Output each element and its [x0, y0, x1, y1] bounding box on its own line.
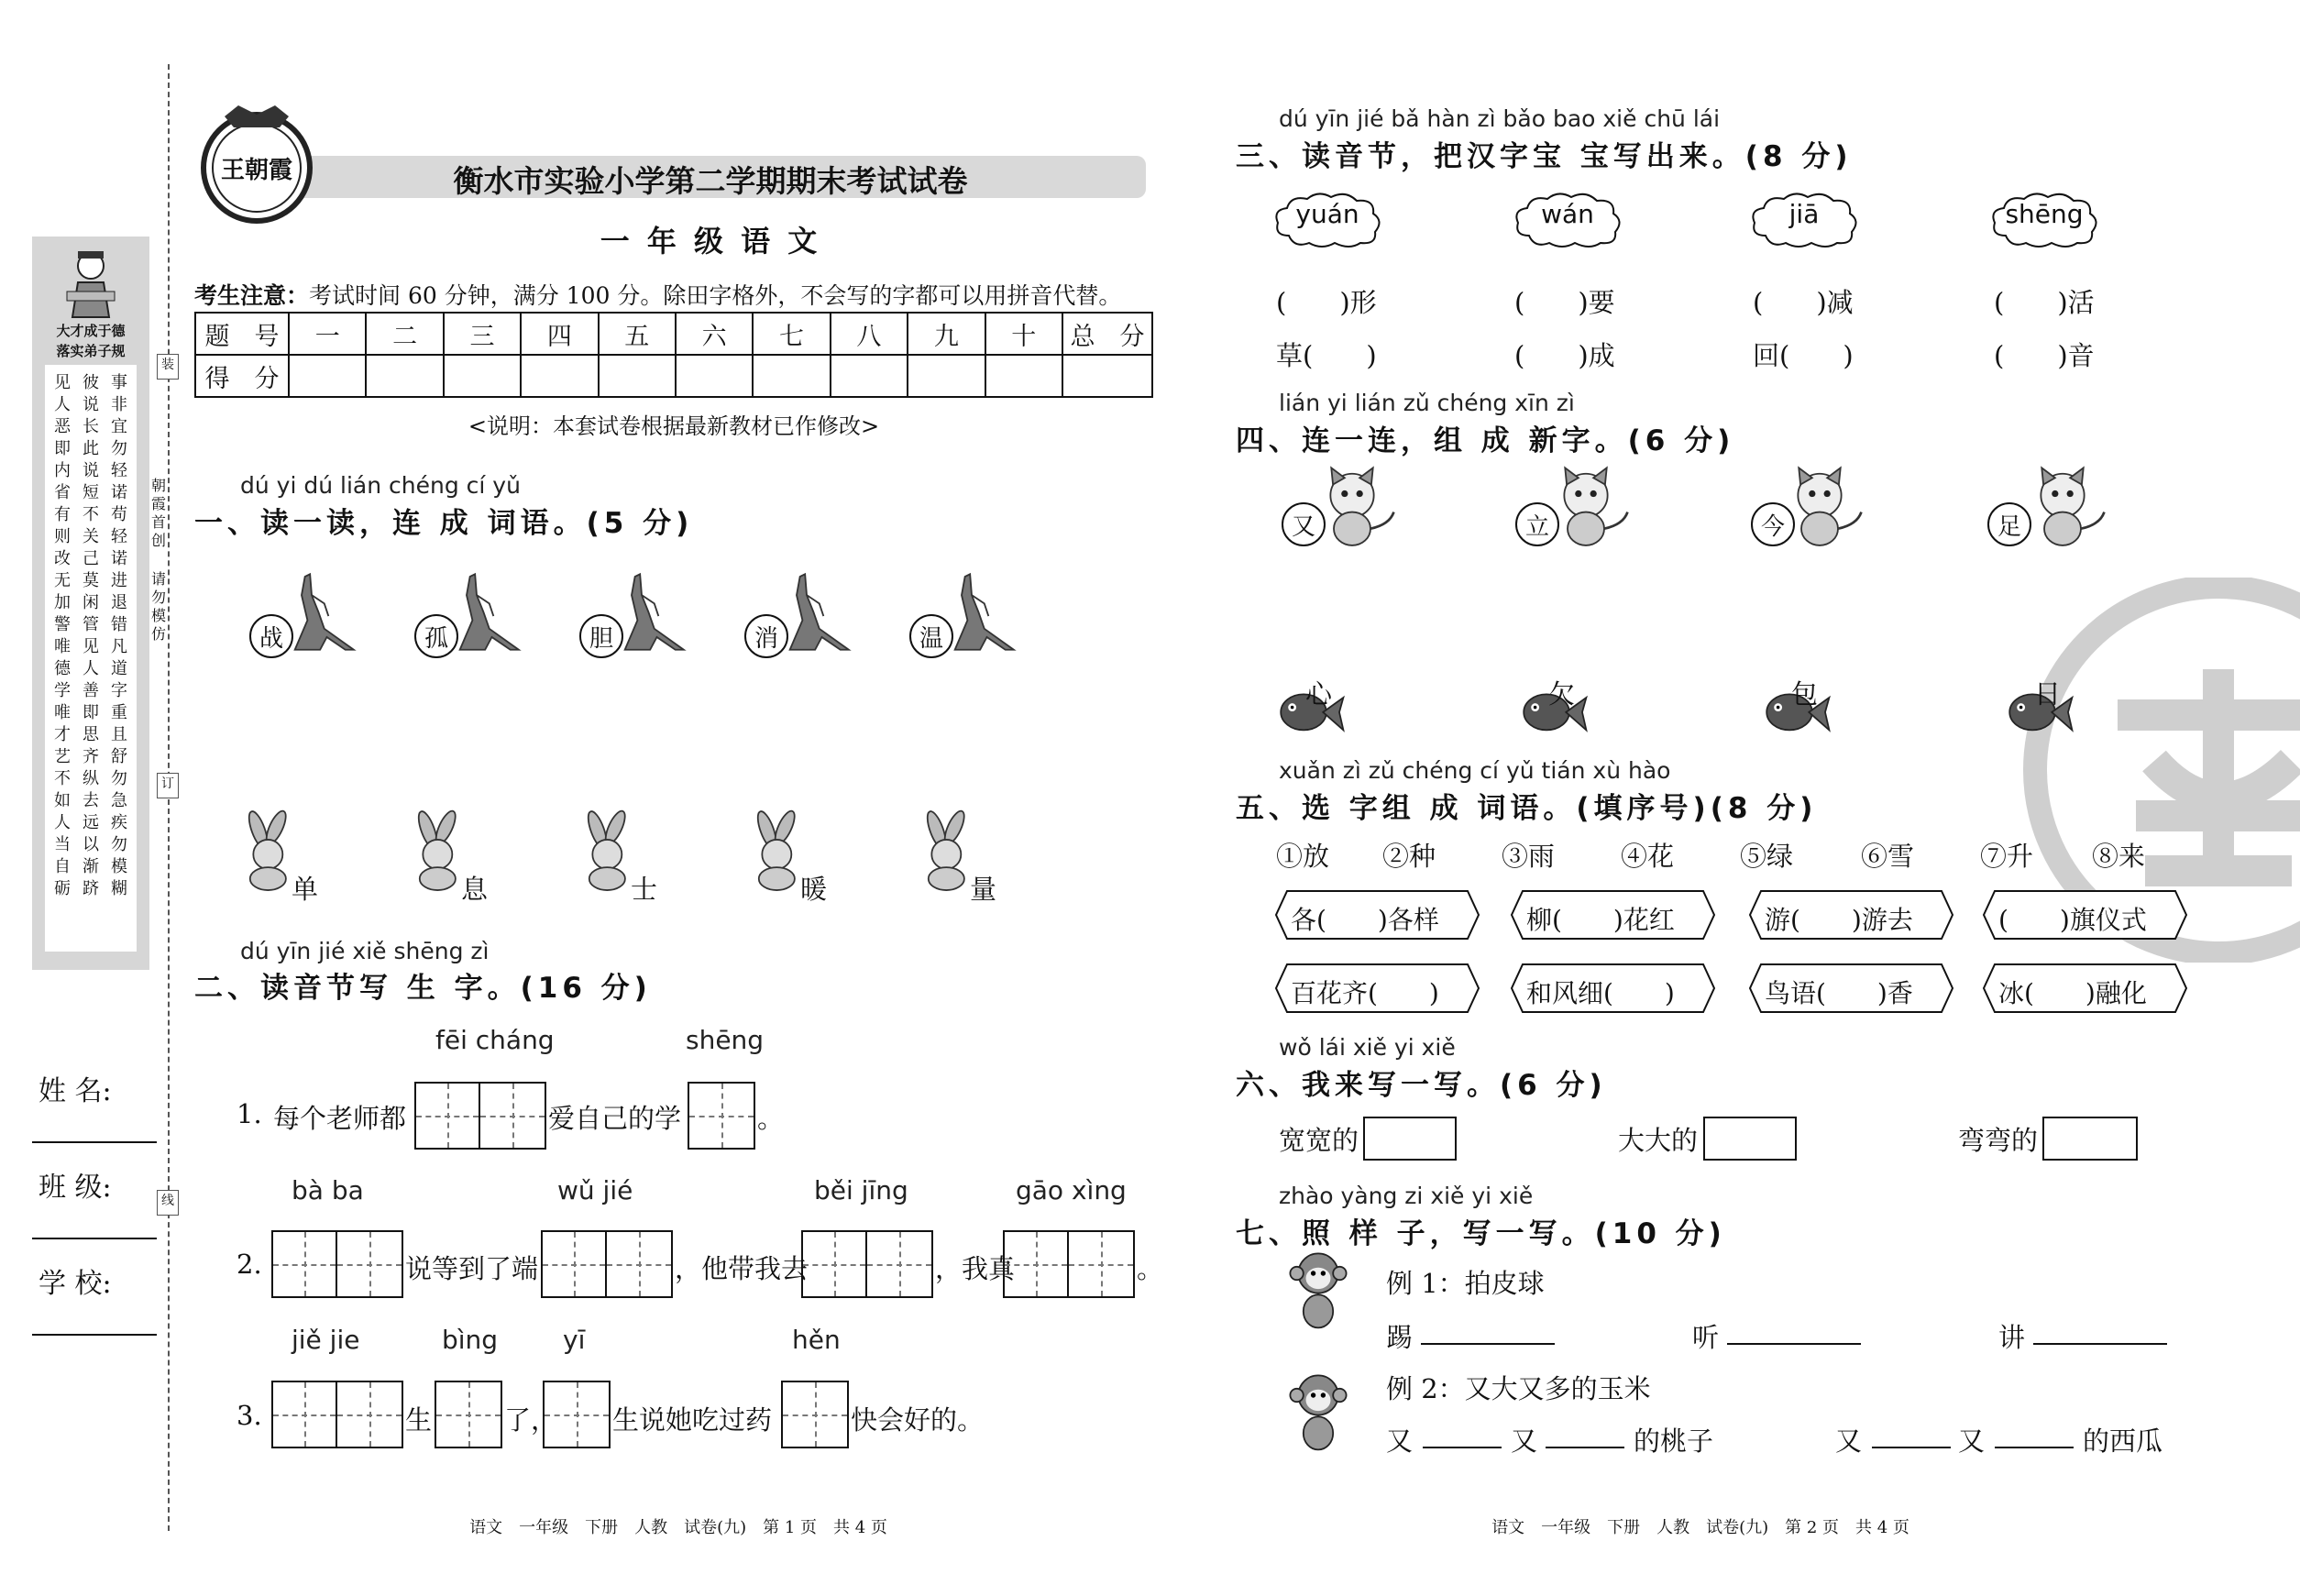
- motto-text-box: [45, 365, 137, 952]
- notice-text: 考试时间 60 分钟，满分 100 分。除田字格外，不会写的字都可以用拼音代替。: [309, 282, 1122, 309]
- score-table-row: [195, 355, 1152, 397]
- rabbit-char[interactable]: 息: [461, 874, 489, 905]
- score-row-label: 得 分: [195, 355, 289, 397]
- q7-ex2-word: 又: [1835, 1425, 1863, 1457]
- q7-ex2-blank[interactable]: [1546, 1447, 1624, 1448]
- q5-title: 五、选 字组 成 词语。(填序号)(8 分): [1236, 792, 1818, 825]
- q3-blank[interactable]: 回( ): [1753, 340, 1854, 371]
- footer-left: 语文 一年级 下册 人教 试卷(九) 第 1 页 共 4 页: [469, 1518, 887, 1537]
- cat-icon: [2017, 466, 2108, 550]
- name-field[interactable]: [32, 1141, 157, 1143]
- q5-option: ④花: [1621, 841, 1675, 872]
- score-col: 五: [599, 313, 676, 355]
- s1-pinyin-a: fēi cháng: [435, 1025, 555, 1055]
- s2-text-4: 。: [1137, 1253, 1164, 1284]
- s2-number: 2.: [237, 1249, 262, 1280]
- note-no-copy: 请勿模仿: [150, 570, 166, 643]
- score-cell[interactable]: [985, 355, 1062, 397]
- q7-ex1-word: 踢: [1386, 1322, 1414, 1353]
- subject-title: 一 年 级 语 文: [600, 224, 821, 259]
- q7-example-1: 例 1：拍皮球: [1386, 1268, 1545, 1299]
- q6-answer-box[interactable]: [2042, 1117, 2138, 1161]
- s2-pinyin-c: běi jīng: [814, 1175, 908, 1205]
- s3-grid-a[interactable]: [271, 1381, 403, 1448]
- scholar-figure: [63, 246, 118, 319]
- motto-column-2: 彼说长此说短不关己莫闲管见人善即思齐纵去远以渐跻: [83, 373, 99, 898]
- s2-grid-d[interactable]: [1003, 1230, 1135, 1298]
- s2-pinyin-d: gāo xìng: [1016, 1175, 1127, 1205]
- score-cell[interactable]: [521, 355, 598, 397]
- binding-mark-3: 线: [157, 1190, 179, 1216]
- rabbit-char[interactable]: 士: [631, 874, 658, 905]
- s2-text-1: 说等到了端: [405, 1253, 539, 1284]
- q3-pinyin: dú yīn jié bǎ hàn zì bǎo bao xiě chū lái: [1279, 105, 1721, 132]
- syllable-cloud: shēng: [1987, 190, 2101, 250]
- motto-line-2: 落实弟子规: [56, 343, 126, 359]
- motto-column-3: 事非宜勿轻诺苟轻诺进退错凡道字重且舒勿急疾勿模糊: [111, 373, 127, 898]
- syllable-cloud: yuán: [1271, 190, 1384, 250]
- name-label: 姓 名:: [39, 1075, 112, 1107]
- q4-pinyin: lián yi lián zǔ chéng xīn zì: [1279, 390, 1575, 416]
- q5-option: ⑧来: [2092, 841, 2146, 872]
- s3-pinyin-d: hěn: [792, 1325, 841, 1355]
- s2-pinyin-b: wǔ jié: [557, 1175, 633, 1205]
- q7-ex1-blank[interactable]: [1727, 1343, 1861, 1345]
- motto-panel: [32, 237, 149, 970]
- s2-text-2: ，他带我去: [675, 1253, 809, 1284]
- cat-char[interactable]: 立: [1515, 502, 1559, 546]
- s3-pinyin-a: jiě jie: [292, 1325, 360, 1355]
- score-col: 八: [831, 313, 908, 355]
- score-header-label: 题 号: [195, 313, 289, 355]
- s1-grid-a[interactable]: [414, 1082, 546, 1150]
- q6-prompt: 弯弯的: [1958, 1125, 2039, 1156]
- q6-answer-box[interactable]: [1703, 1117, 1797, 1161]
- q3-blank[interactable]: ( )活: [1994, 287, 2095, 318]
- kangaroo-char[interactable]: 战: [249, 614, 293, 658]
- q7-ex2-blank[interactable]: [1995, 1447, 2074, 1448]
- rabbit-char[interactable]: 单: [292, 874, 319, 905]
- score-col: 十: [985, 313, 1062, 355]
- q3-blank[interactable]: 草( ): [1276, 340, 1377, 371]
- s2-pinyin-a: bà ba: [292, 1175, 364, 1205]
- footer-right: 语文 一年级 下册 人教 试卷(九) 第 2 页 共 4 页: [1491, 1518, 1909, 1537]
- kangaroo-char[interactable]: 胆: [579, 614, 623, 658]
- syllable-cloud: jiā: [1747, 190, 1861, 250]
- q5-option: ⑥雪: [1861, 841, 1915, 872]
- q7-ex2-blank[interactable]: [1423, 1447, 1502, 1448]
- q2-pinyin: dú yīn jié xiě shēng zì: [240, 938, 490, 964]
- score-cell[interactable]: [289, 355, 366, 397]
- score-table-row: [195, 313, 1152, 355]
- q7-title: 七、照 样 子，写一写。(10 分): [1236, 1217, 1726, 1250]
- score-col: 四: [521, 313, 598, 355]
- q7-ex2-word: 又: [1511, 1425, 1538, 1457]
- q6-pinyin: wǒ lái xiě yi xiě: [1279, 1034, 1456, 1061]
- q6-prompt: 大大的: [1618, 1125, 1699, 1156]
- score-col-total: 总 分: [1062, 313, 1152, 355]
- fish-char[interactable]: 日: [2034, 678, 2062, 710]
- q5-option: ②种: [1382, 841, 1436, 872]
- exam-notice: [194, 278, 1121, 311]
- rabbit-char[interactable]: 暖: [800, 874, 828, 905]
- school-field[interactable]: [32, 1334, 157, 1336]
- s3-number: 3.: [237, 1400, 262, 1431]
- monkey-icon: [1285, 1249, 1351, 1331]
- q5-option: ①放: [1276, 841, 1330, 872]
- syllable-cloud: wán: [1511, 190, 1624, 250]
- q5-pinyin: xuǎn zì zǔ chéng cí yǔ tián xù hào: [1279, 757, 1671, 784]
- s3-pinyin-b: bìng: [442, 1325, 499, 1355]
- s1-grid-b[interactable]: [688, 1082, 755, 1150]
- q3-blank[interactable]: ( )减: [1753, 287, 1854, 318]
- q5-option: ⑦升: [1980, 841, 2034, 872]
- s3-text-4: 快会好的。: [851, 1404, 985, 1436]
- score-cell[interactable]: [753, 355, 830, 397]
- motto-column-1: 见人恶即内省有则改无加警唯德学唯才艺不如人当自砺: [54, 373, 71, 898]
- q7-ex1-blank[interactable]: [2033, 1343, 2167, 1345]
- q5-option: ⑤绿: [1740, 841, 1794, 872]
- rabbit-char[interactable]: 量: [970, 874, 997, 905]
- s3-grid-d[interactable]: [781, 1381, 849, 1448]
- q7-pinyin: zhào yàng zi xiě yi xiě: [1279, 1183, 1534, 1209]
- q5-option: ③雨: [1502, 841, 1556, 872]
- q6-answer-box[interactable]: [1363, 1117, 1457, 1161]
- q1-title: 一、读一读，连 成 词语。(5 分): [194, 507, 694, 540]
- score-col: 二: [366, 313, 443, 355]
- s2-grid-a[interactable]: [271, 1230, 403, 1298]
- q3-blank[interactable]: ( )要: [1514, 287, 1615, 318]
- cat-char[interactable]: 今: [1751, 502, 1795, 546]
- class-label: 班 级:: [39, 1172, 112, 1204]
- s1-number: 1.: [237, 1098, 262, 1129]
- score-col: 九: [908, 313, 985, 355]
- score-col: 一: [289, 313, 366, 355]
- score-table: [194, 312, 1153, 398]
- school-exam-title: 衡水市实验小学第二学期期末考试试卷: [453, 163, 968, 199]
- monkey-icon: [1285, 1370, 1351, 1453]
- s3-text-2: 了，: [504, 1404, 558, 1436]
- q6-title: 六、我来写一写。(6 分): [1236, 1069, 1607, 1102]
- s3-text-3: 生说她吃过药: [612, 1404, 773, 1436]
- score-cell[interactable]: [366, 355, 443, 397]
- fish-char[interactable]: 包: [1791, 678, 1819, 710]
- s2-text-3: ，我真: [935, 1253, 1016, 1284]
- q7-ex2-word: 的西瓜: [2083, 1425, 2163, 1457]
- fish-char[interactable]: 欠: [1548, 678, 1576, 710]
- q3-blank[interactable]: ( )形: [1276, 287, 1377, 318]
- cat-char[interactable]: 足: [1987, 502, 2031, 546]
- score-cell[interactable]: [908, 355, 985, 397]
- q7-ex1-word: 讲: [1998, 1322, 2026, 1353]
- s3-text-1: 生: [405, 1404, 433, 1436]
- q1-pinyin: dú yi dú lián chéng cí yǔ: [240, 472, 521, 499]
- q4-title: 四、连一连，组 成 新字。(6 分): [1236, 424, 1735, 457]
- school-label: 学 校:: [39, 1268, 112, 1300]
- q3-blank[interactable]: ( )音: [1994, 340, 2095, 371]
- score-col: 七: [753, 313, 830, 355]
- score-cell[interactable]: [599, 355, 676, 397]
- score-cell[interactable]: [676, 355, 753, 397]
- remark: <说明：本套试卷根据最新教材已作修改>: [468, 413, 880, 439]
- kangaroo-char[interactable]: 温: [909, 614, 953, 658]
- score-cell[interactable]: [1062, 355, 1152, 397]
- q7-ex1-blank[interactable]: [1421, 1343, 1555, 1345]
- q7-example-2: 例 2：又大又多的玉米: [1386, 1373, 1651, 1404]
- s3-grid-b[interactable]: [435, 1381, 502, 1448]
- q3-title: 三、读音节，把汉字宝 宝写出来。(8 分): [1236, 140, 1853, 173]
- kangaroo-char[interactable]: 消: [744, 614, 788, 658]
- score-col: 三: [444, 313, 521, 355]
- q7-ex2-word: 的桃子: [1634, 1425, 1714, 1457]
- s3-pinyin-c: yī: [563, 1325, 586, 1355]
- score-cell[interactable]: [444, 355, 521, 397]
- binding-mark-1: 装: [157, 354, 179, 380]
- s1-text-3: 。: [757, 1103, 785, 1134]
- s2-grid-c[interactable]: [801, 1230, 933, 1298]
- q3-blank[interactable]: ( )成: [1514, 340, 1615, 371]
- s3-grid-c[interactable]: [543, 1381, 611, 1448]
- q7-ex2-word: 又: [1958, 1425, 1986, 1457]
- s1-text-2: 爱自己的学: [548, 1103, 682, 1134]
- score-cell[interactable]: [831, 355, 908, 397]
- q7-ex2-blank[interactable]: [1872, 1447, 1951, 1448]
- q7-ex1-word: 听: [1692, 1322, 1720, 1353]
- q7-ex2-word: 又: [1386, 1425, 1414, 1457]
- kangaroo-char[interactable]: 孤: [414, 614, 458, 658]
- q2-title: 二、读音节写 生 字。(16 分): [194, 972, 652, 1005]
- note-original: 朝霞首创: [150, 477, 166, 549]
- score-col: 六: [676, 313, 753, 355]
- motto-line-1: 大才成于德: [56, 323, 126, 339]
- s1-pinyin-b: shēng: [686, 1025, 765, 1055]
- q6-prompt: 宽宽的: [1279, 1125, 1359, 1156]
- notice-label: 考生注意：: [194, 282, 310, 309]
- class-field[interactable]: [32, 1238, 157, 1239]
- s1-text-1: 每个老师都: [273, 1103, 407, 1134]
- binding-mark-2: 订: [157, 773, 179, 798]
- fish-char[interactable]: 心: [1305, 678, 1333, 710]
- cat-char[interactable]: 又: [1282, 502, 1326, 546]
- logo-text: 王朝霞: [220, 157, 292, 184]
- s2-grid-b[interactable]: [541, 1230, 673, 1298]
